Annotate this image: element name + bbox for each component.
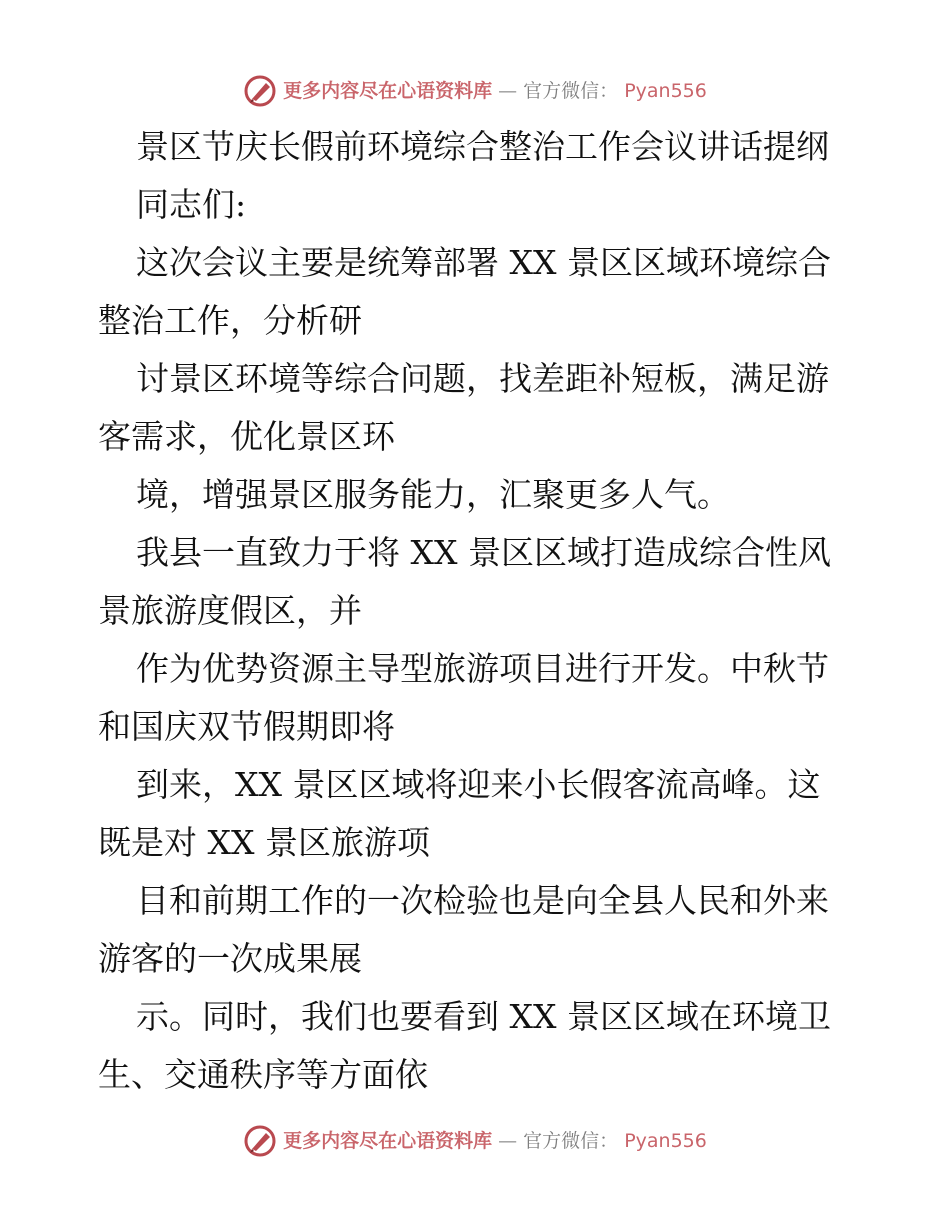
paragraph-line: 游客的一次成果展 — [98, 939, 362, 978]
banner-main-text: 更多内容尽在心语资料库 — [283, 80, 493, 102]
banner-wechat-label: 官方微信： — [523, 1130, 619, 1152]
pen-logo-icon — [243, 1124, 277, 1158]
paragraph-line: 到来，XX 景区区域将迎来小长假客流高峰。这 — [136, 765, 821, 804]
banner-wechat-id: Pyan556 — [624, 80, 707, 102]
paragraph-line: 境，增强景区服务能力，汇聚更多人气。 — [136, 475, 730, 514]
paragraph-line: 景旅游度假区，并 — [98, 591, 362, 630]
paragraph-line: 客需求，优化景区环 — [98, 417, 395, 456]
paragraph-line: 这次会议主要是统筹部署 XX 景区区域环境综合 — [136, 243, 831, 282]
document-body — [98, 118, 868, 1104]
paragraph-line: 和国庆双节假期即将 — [98, 707, 395, 746]
paragraph-line: 目和前期工作的一次检验也是向全县人民和外来 — [136, 881, 829, 920]
paragraph-line: 我县一直致力于将 XX 景区区域打造成综合性风 — [136, 533, 831, 572]
header-watermark-banner — [0, 74, 950, 108]
salutation: 同志们: — [136, 185, 247, 224]
paragraph-line: 示。同时，我们也要看到 XX 景区区域在环境卫 — [136, 997, 831, 1036]
pen-logo-icon — [243, 74, 277, 108]
paragraph-line: 作为优势资源主导型旅游项目进行开发。中秋节 — [136, 649, 829, 688]
footer-watermark-banner — [0, 1124, 950, 1158]
paragraph-line: 讨景区环境等综合问题，找差距补短板，满足游 — [136, 359, 829, 398]
banner-dash: — — [498, 80, 518, 102]
banner-wechat-id: Pyan556 — [624, 1130, 707, 1152]
banner-dash: — — [498, 1130, 518, 1152]
paragraph-line: 整治工作，分析研 — [98, 301, 362, 340]
paragraph-line: 既是对 XX 景区旅游项 — [98, 823, 430, 862]
banner-wechat-label: 官方微信： — [523, 80, 619, 102]
banner-main-text: 更多内容尽在心语资料库 — [283, 1130, 493, 1152]
paragraph-line: 生、交通秩序等方面依 — [98, 1055, 428, 1094]
document-title: 景区节庆长假前环境综合整治工作会议讲话提纲 — [136, 127, 829, 166]
